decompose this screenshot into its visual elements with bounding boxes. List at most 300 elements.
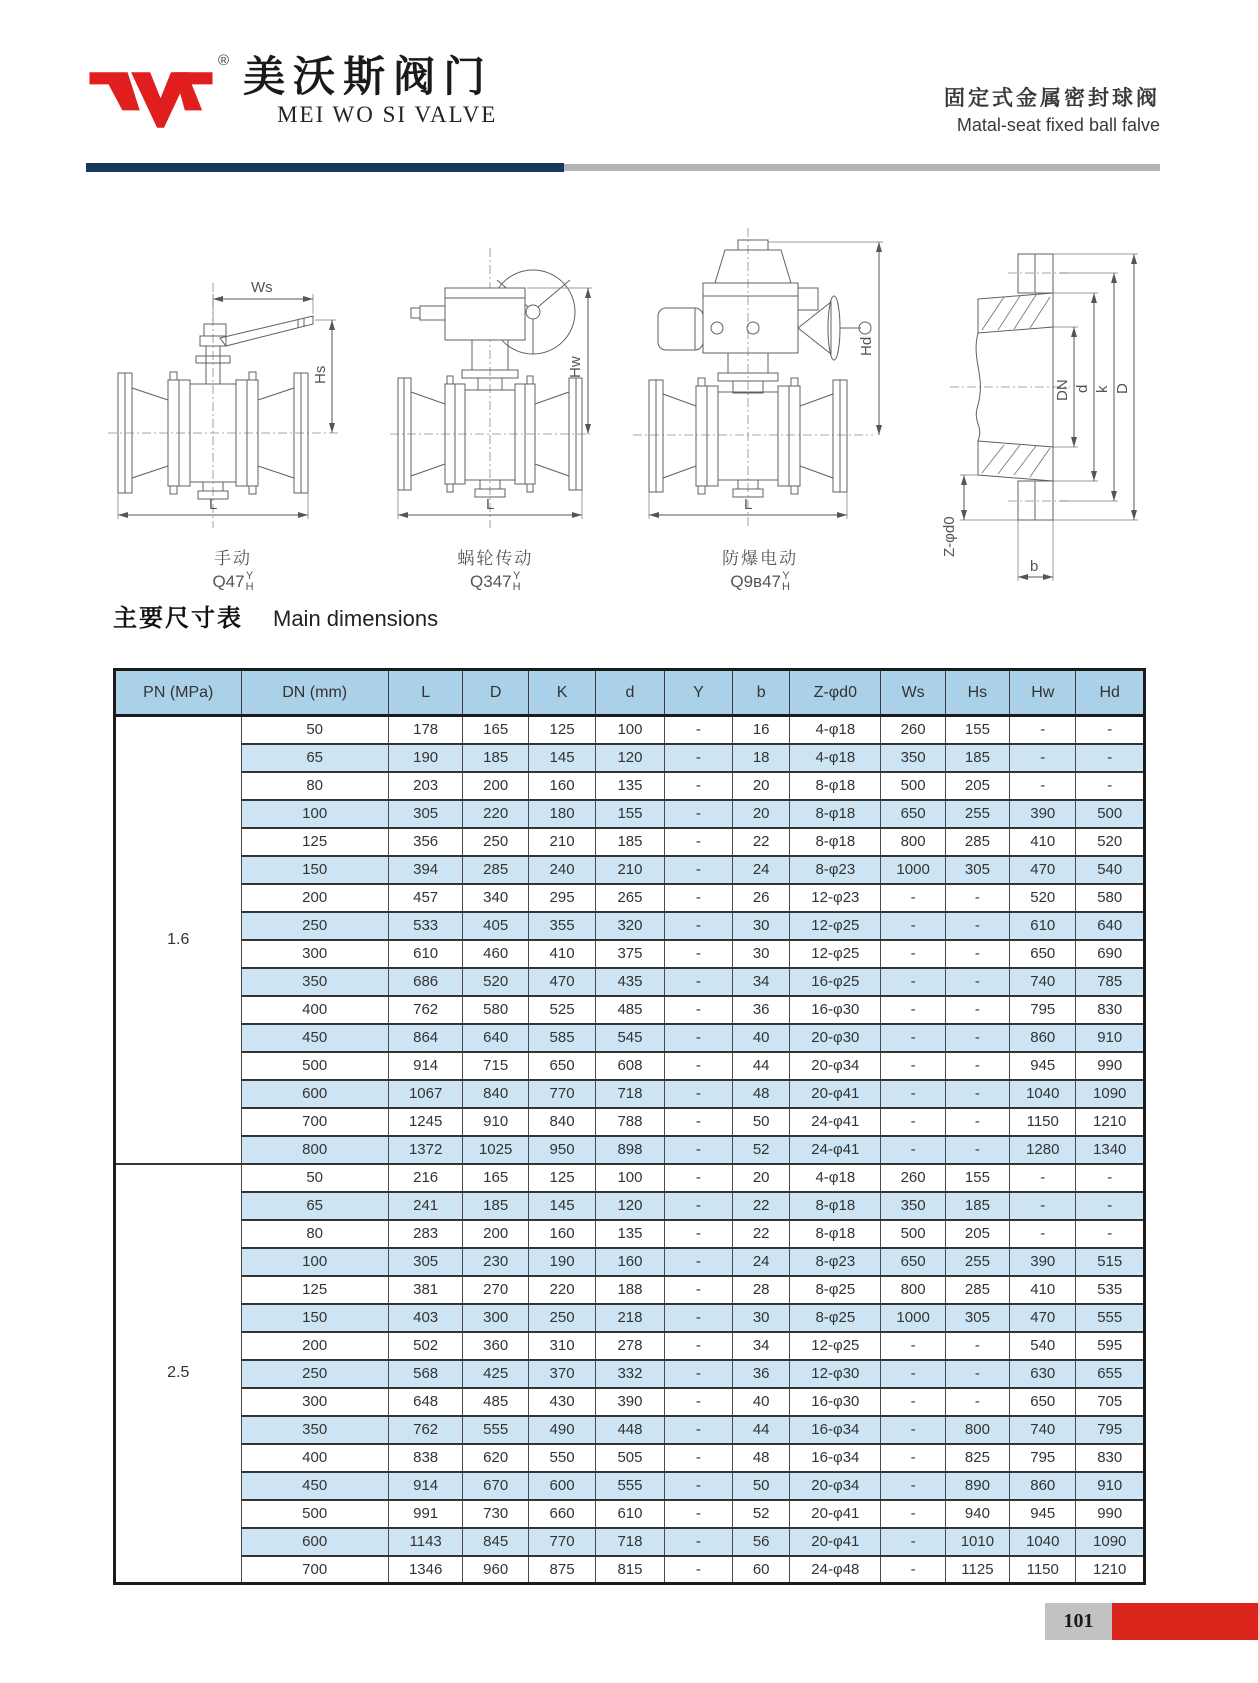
table-cell: 255 [945,800,1009,828]
table-cell: 800 [881,828,945,856]
table-cell: 20-φ41 [790,1500,881,1528]
table-cell: 1067 [388,1080,463,1108]
dim-label-l: L [743,496,752,513]
table-cell: 203 [388,772,463,800]
table-cell: 800 [241,1136,388,1164]
table-cell: 945 [1010,1500,1076,1528]
table-cell: 24-φ41 [790,1108,881,1136]
table-cell: 20-φ41 [790,1080,881,1108]
table-cell: 540 [1076,856,1145,884]
caption-worm-model [470,571,521,594]
section-title [113,598,438,633]
dim-label-d: d [1073,384,1091,394]
page-header [86,52,1160,140]
table-header-cell: Hw [1010,670,1076,716]
table-cell: 185 [596,828,664,856]
table-cell: 1000 [881,856,945,884]
footer-red-bar [1112,1603,1258,1640]
table-cell: - [664,800,732,828]
table-cell: 1000 [881,1304,945,1332]
table-cell: 375 [596,940,664,968]
table-cell: - [945,1052,1009,1080]
table-header-cell: Z-φd0 [790,670,881,716]
table-cell: 500 [881,772,945,800]
table-cell: 830 [1076,1444,1145,1472]
table-row [115,1164,1145,1192]
table-cell: 580 [463,996,528,1024]
doc-title-cn: 固定式金属密封球阀 [944,87,1160,110]
table-cell: 8-φ23 [790,1248,881,1276]
dim-label-k: k [1093,385,1111,394]
table-cell: 470 [528,968,595,996]
table-cell: - [664,1444,732,1472]
table-cell: 470 [1010,1304,1076,1332]
table-cell: 500 [241,1500,388,1528]
table-cell: 795 [1076,1416,1145,1444]
table-cell: 360 [463,1332,528,1360]
table-cell: 568 [388,1360,463,1388]
table-cell: 24 [733,856,790,884]
table-cell: 490 [528,1416,595,1444]
table-cell: 340 [463,884,528,912]
table-cell: 265 [596,884,664,912]
table-cell: 390 [1010,800,1076,828]
table-cell: 525 [528,996,595,1024]
table-cell: 1346 [388,1556,463,1584]
table-row [115,1528,1145,1556]
divider-navy-bar [86,163,564,172]
pn-group-cell: 2.5 [115,1164,242,1584]
table-cell: 300 [241,940,388,968]
table-cell: 1372 [388,1136,463,1164]
table-cell: - [881,884,945,912]
table-cell: - [664,1080,732,1108]
table-row [115,1220,1145,1248]
brand-names [243,52,497,128]
table-cell: 355 [528,912,595,940]
table-cell: 585 [528,1024,595,1052]
table-cell: 150 [241,1304,388,1332]
table-cell: 910 [1076,1472,1145,1500]
table-cell: 12-φ23 [790,884,881,912]
table-cell: 457 [388,884,463,912]
table-cell: - [664,1500,732,1528]
table-cell: - [881,1052,945,1080]
brand-logo [86,52,497,140]
table-cell: - [945,884,1009,912]
table-cell: 155 [945,716,1009,744]
table-cell: 535 [1076,1276,1145,1304]
table-cell: - [945,1024,1009,1052]
table-cell: 485 [463,1388,528,1416]
model-sup: Y [782,569,790,582]
table-cell: - [945,1108,1009,1136]
table-head [115,670,1145,716]
table-cell: - [945,1080,1009,1108]
table-row [115,1276,1145,1304]
table-cell: 864 [388,1024,463,1052]
dimensions-table-wrap [113,668,1146,1585]
table-row [115,772,1145,800]
table-cell: 1143 [388,1528,463,1556]
table-cell: 220 [528,1276,595,1304]
table-cell: - [881,1136,945,1164]
table-row [115,968,1145,996]
table-row [115,1444,1145,1472]
table-cell: 500 [881,1220,945,1248]
table-cell: - [881,1528,945,1556]
table-cell: 991 [388,1500,463,1528]
table-cell: 580 [1076,884,1145,912]
table-cell: 65 [241,1192,388,1220]
table-row [115,940,1145,968]
table-cell: - [1076,744,1145,772]
header-row [115,670,1145,716]
table-cell: 1025 [463,1136,528,1164]
table-cell: 28 [733,1276,790,1304]
table-cell: - [881,1500,945,1528]
table-cell: 20-φ30 [790,1024,881,1052]
table-cell: 200 [463,772,528,800]
table-cell: 12-φ25 [790,1332,881,1360]
table-cell: 50 [241,716,388,744]
table-cell: 200 [241,1332,388,1360]
table-cell: 241 [388,1192,463,1220]
table-cell: 305 [388,800,463,828]
table-cell: 700 [241,1108,388,1136]
table-cell: 410 [1010,1276,1076,1304]
table-cell: 990 [1076,1052,1145,1080]
table-cell: - [664,716,732,744]
table-row [115,1248,1145,1276]
table-cell: 8-φ18 [790,828,881,856]
model-sub: H [512,581,521,594]
table-cell: 1010 [945,1528,1009,1556]
pn-group-cell: 1.6 [115,716,242,1164]
dim-label-hw: Hw [567,356,585,378]
table-cell: - [1010,1192,1076,1220]
table-cell: 718 [596,1080,664,1108]
table-header-cell: Hd [1076,670,1145,716]
table-cell: 305 [945,856,1009,884]
table-row [115,1024,1145,1052]
table-cell: 40 [733,1024,790,1052]
registered-mark: ® [218,52,230,69]
table-cell: 795 [1010,996,1076,1024]
table-cell: - [881,1108,945,1136]
table-cell: 910 [463,1108,528,1136]
table-cell: 470 [1010,856,1076,884]
table-cell: 860 [1010,1472,1076,1500]
table-cell: 350 [241,968,388,996]
brand-mark-icon [86,60,216,140]
table-cell: 650 [528,1052,595,1080]
table-cell: 285 [945,1276,1009,1304]
table-cell: 430 [528,1388,595,1416]
table-cell: 405 [463,912,528,940]
table-cell: - [945,912,1009,940]
table-cell: 390 [1010,1248,1076,1276]
table-cell: 145 [528,1192,595,1220]
table-cell: - [664,884,732,912]
table-cell: 390 [596,1388,664,1416]
table-cell: 640 [463,1024,528,1052]
table-cell: 370 [528,1360,595,1388]
table-cell: 435 [596,968,664,996]
table-cell: 36 [733,996,790,1024]
table-cell: - [664,968,732,996]
table-cell: - [664,1136,732,1164]
table-cell: 30 [733,912,790,940]
table-cell: 910 [1076,1024,1145,1052]
table-cell: - [664,1304,732,1332]
table-cell: 22 [733,828,790,856]
table-header-cell: Ws [881,670,945,716]
table-cell: 875 [528,1556,595,1584]
caption-manual [212,548,253,594]
table-cell: 1125 [945,1556,1009,1584]
table-header-cell: L [388,670,463,716]
table-cell: 960 [463,1556,528,1584]
table-cell: 125 [528,716,595,744]
table-cell: 210 [528,828,595,856]
table-cell: 740 [1010,968,1076,996]
caption-manual-cn: 手动 [214,549,252,568]
table-cell: 800 [881,1276,945,1304]
table-cell: - [664,1528,732,1556]
table-cell: - [1076,716,1145,744]
table-cell: 610 [596,1500,664,1528]
table-cell: 285 [463,856,528,884]
table-cell: 650 [881,800,945,828]
table-cell: 450 [241,1472,388,1500]
table-cell: - [664,996,732,1024]
table-cell: - [664,1108,732,1136]
table-cell: - [664,1276,732,1304]
table-cell: 205 [945,772,1009,800]
table-cell: - [1010,1164,1076,1192]
table-cell: - [664,1248,732,1276]
table-cell: 655 [1076,1360,1145,1388]
table-cell: 250 [241,912,388,940]
page-footer [1045,1603,1258,1640]
table-cell: 278 [596,1332,664,1360]
table-cell: 648 [388,1388,463,1416]
table-cell: 145 [528,744,595,772]
technical-drawings [108,188,1150,594]
table-cell: 34 [733,968,790,996]
table-cell: - [881,996,945,1024]
table-cell: 220 [463,800,528,828]
table-cell: - [881,912,945,940]
table-cell: 840 [463,1080,528,1108]
table-cell: - [881,1360,945,1388]
table-cell: 16-φ30 [790,996,881,1024]
table-cell: - [664,1332,732,1360]
dimensions-table [113,668,1146,1585]
brand-name-cn: 美沃斯阀门 [243,52,494,101]
table-cell: 300 [463,1304,528,1332]
table-cell: 450 [241,1024,388,1052]
table-header-cell: b [733,670,790,716]
table-cell: 120 [596,744,664,772]
table-cell: 400 [241,996,388,1024]
caption-worm-gear [457,548,533,594]
doc-title-en: Matal-seat fixed ball falve [956,115,1160,135]
table-row [115,1416,1145,1444]
table-cell: 120 [596,1192,664,1220]
table-cell: - [664,856,732,884]
table-cell: - [1010,744,1076,772]
table-cell: 595 [1076,1332,1145,1360]
table-cell: 40 [733,1388,790,1416]
table-cell: 255 [945,1248,1009,1276]
table-cell: 630 [1010,1360,1076,1388]
table-cell: 205 [945,1220,1009,1248]
table-cell: 22 [733,1192,790,1220]
table-cell: 600 [241,1080,388,1108]
table-cell: 914 [388,1472,463,1500]
table-cell: 8-φ18 [790,800,881,828]
table-cell: 135 [596,1220,664,1248]
table-cell: 155 [596,800,664,828]
table-row [115,1108,1145,1136]
table-cell: 56 [733,1528,790,1556]
figure-manual-valve [108,188,358,594]
table-cell: 22 [733,1220,790,1248]
table-cell: 950 [528,1136,595,1164]
table-cell: - [945,1388,1009,1416]
table-cell: 403 [388,1304,463,1332]
table-cell: 660 [528,1500,595,1528]
table-cell: - [664,912,732,940]
table-cell: - [881,1416,945,1444]
table-cell: - [664,1388,732,1416]
table-cell: 350 [881,1192,945,1220]
model-code: Q9в47 [730,572,781,592]
table-cell: 770 [528,1080,595,1108]
table-header-cell: Y [664,670,732,716]
table-cell: - [881,1024,945,1052]
table-cell: - [945,996,1009,1024]
table-cell: - [1076,1192,1145,1220]
table-cell: 670 [463,1472,528,1500]
table-row [115,828,1145,856]
table-cell: 410 [528,940,595,968]
table-cell: 555 [596,1472,664,1500]
table-cell: 502 [388,1332,463,1360]
table-cell: 381 [388,1276,463,1304]
table-cell: 500 [1076,800,1145,828]
dim-label-l: L [209,496,218,513]
table-cell: 305 [388,1248,463,1276]
table-cell: 425 [463,1360,528,1388]
table-cell: - [664,744,732,772]
dim-label-z: Z-φd0 [940,516,958,558]
table-cell: 50 [733,1472,790,1500]
caption-worm-cn: 蜗轮传动 [457,549,534,568]
table-cell: 1340 [1076,1136,1145,1164]
section-title-en: Main dimensions [273,606,439,631]
table-cell: 640 [1076,912,1145,940]
table-cell: 650 [1010,940,1076,968]
table-cell: 20 [733,1164,790,1192]
table-cell: 50 [241,1164,388,1192]
table-cell: 44 [733,1052,790,1080]
table-cell: 48 [733,1080,790,1108]
table-cell: 460 [463,940,528,968]
table-cell: 200 [463,1220,528,1248]
table-cell: 690 [1076,940,1145,968]
model-sub: H [245,581,254,594]
table-cell: 285 [945,828,1009,856]
table-cell: 800 [945,1416,1009,1444]
table-cell: 945 [1010,1052,1076,1080]
table-cell: 20-φ41 [790,1528,881,1556]
table-cell: - [881,1444,945,1472]
table-row [115,1080,1145,1108]
table-cell: 830 [1076,996,1145,1024]
table-cell: 715 [463,1052,528,1080]
table-cell: - [1076,1220,1145,1248]
model-code: Q47 [212,572,245,592]
table-cell: 26 [733,884,790,912]
table-cell: 34 [733,1332,790,1360]
table-cell: 250 [463,828,528,856]
caption-manual-model [212,571,253,594]
table-row [115,884,1145,912]
table-cell: 762 [388,1416,463,1444]
table-header-cell: d [596,670,664,716]
table-cell: - [664,1416,732,1444]
table-cell: 200 [241,884,388,912]
table-cell: 210 [596,856,664,884]
table-cell: 295 [528,884,595,912]
table-cell: 515 [1076,1248,1145,1276]
table-cell: 838 [388,1444,463,1472]
table-cell: - [664,1220,732,1248]
table-cell: 914 [388,1052,463,1080]
table-cell: 16-φ34 [790,1416,881,1444]
table-cell: 1150 [1010,1108,1076,1136]
table-cell: - [664,1360,732,1388]
table-cell: 332 [596,1360,664,1388]
table-cell: 20-φ34 [790,1052,881,1080]
table-cell: - [664,1556,732,1584]
header-divider [86,163,1160,172]
table-cell: 20-φ34 [790,1472,881,1500]
table-cell: 890 [945,1472,1009,1500]
table-cell: - [1010,1220,1076,1248]
table-cell: 185 [463,744,528,772]
table-cell: 125 [241,1276,388,1304]
table-cell: 20 [733,772,790,800]
table-cell: 815 [596,1556,664,1584]
table-cell: 100 [596,1164,664,1192]
table-row [115,1500,1145,1528]
table-cell: - [664,1164,732,1192]
table-cell: 260 [881,1164,945,1192]
table-cell: 52 [733,1136,790,1164]
table-cell: 1280 [1010,1136,1076,1164]
table-cell: 1090 [1076,1080,1145,1108]
table-cell: 185 [945,744,1009,772]
table-cell: - [1076,1164,1145,1192]
table-cell: - [945,968,1009,996]
table-row [115,1136,1145,1164]
table-cell: 16-φ25 [790,968,881,996]
model-sup: Y [512,569,521,582]
